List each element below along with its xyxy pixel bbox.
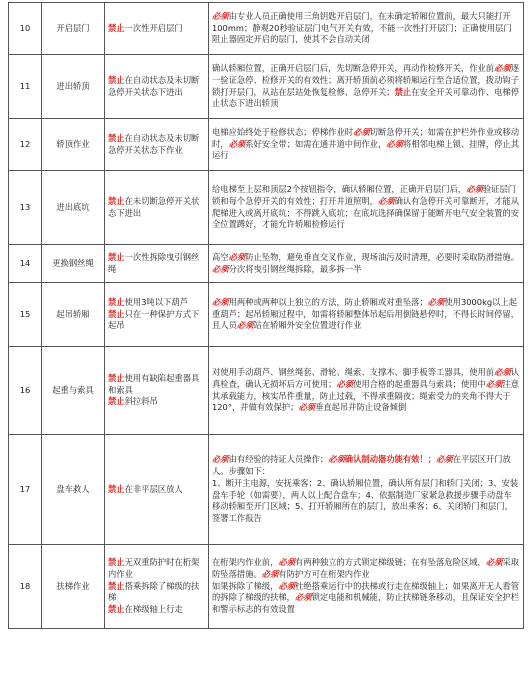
prohibition-cell [105,245,209,283]
red-keyword: 必须 [485,378,503,389]
prohibition-cell [105,171,209,245]
text-segment: 电梯应始终处于检修状态；停梯作业时 [212,126,354,137]
prohibition-cell [105,119,209,171]
red-keyword: 确认制动器功能有效！； [344,454,437,465]
requirement-cell [209,119,524,171]
red-keyword: 必须 [427,296,445,307]
operation-name: 开启层门 [42,3,105,55]
red-keyword: 必须 [212,10,229,21]
table-row [9,119,524,171]
red-keyword: 禁止 [108,396,125,407]
text-segment: 使用有缺陷起重器具和索具 [108,372,200,395]
text-segment: 切断急停开关；如需在护栏外作业或移动时， [212,126,520,149]
operation-name: 起重与索具 [42,347,105,435]
text-segment: 使用合格的起重器具与索具；使用中 [353,378,486,389]
text-segment: 认真检查，确认无损坏后方可使用； [212,366,520,389]
red-keyword: 必须 [466,183,483,194]
text-segment: 在自动状态及未切断急停开关状态下进出 [108,74,200,97]
text-segment: 一次性开启层门 [124,22,183,33]
red-keyword: 必须 [494,62,511,73]
red-keyword: 禁止 [108,251,125,262]
prohibition-cell [105,3,209,55]
red-keyword: 必须 [278,557,295,567]
text-segment: 如果拆除了梯级， [212,580,279,591]
row-number: 14 [9,245,42,283]
red-keyword: 必须 [436,454,453,465]
text-segment: 在非平层区放人 [124,483,183,494]
row-number: 10 [9,3,42,55]
prohibition-cell [105,435,209,545]
text-segment: 确认轿厢位置，正确开启层门后，先切断急停开关，再动作检修开关，作业前 [212,62,495,73]
table-row [9,55,524,119]
requirement-cell [209,283,524,347]
red-keyword: 必须 [377,195,395,206]
text-segment: 使用3000kg以上起重葫芦；起吊轿厢过程中，如需将轿厢整体吊起后用倒链悬停时，不得长时间停留，且人员 [212,296,519,331]
text-segment: 站在轿厢外安全位置进行作业 [253,320,362,331]
red-keyword: 必须 [353,126,370,137]
table-row [9,347,524,435]
red-keyword: 禁止 [108,296,125,307]
text-segment: 无双重防护时在桁架内作业 [108,557,200,579]
table-row [9,435,524,545]
red-keyword: 禁止 [108,308,125,319]
red-keyword: 必须 [228,138,246,149]
red-keyword: 禁止 [108,195,125,206]
requirement-cell [209,545,524,629]
text-segment: 将相邻电梯上锁、挂牌，停止其运行 [212,138,520,161]
prohibition-cell [105,55,209,119]
red-keyword: 禁止 [108,74,125,85]
text-segment: 在安全开关可靠动作、电梯停止状态下进出轿顶 [212,86,520,109]
row-number: 12 [9,119,42,171]
text-segment: 有两种独立的方式锁定梯级链；在有坠落危险区域， [295,557,486,567]
red-keyword: 禁止 [108,483,125,494]
row-number: 17 [9,435,42,545]
operation-name: 起吊轿厢 [42,283,105,347]
requirement-cell [209,55,524,119]
prohibition-cell [105,347,209,435]
text-segment: 使用3吨以下葫芦 [124,296,188,307]
operation-name: 轿顶作业 [42,119,105,171]
red-keyword: 必须 [494,366,511,377]
operation-name: 盘车救人 [42,435,105,545]
text-segment: 杜绝搭乘运行中的扶梯或行走在梯级轴上；如果离开无人看管的拆除了梯级的扶梯， [212,580,520,603]
red-keyword: 必须 [212,454,229,465]
red-keyword: 禁止 [108,132,125,143]
table-row [9,171,524,245]
red-keyword: 必须 [328,454,345,465]
text-segment: 给电梯至上层和顶层2个按钮指令，确认轿厢位置，正确开启层门后， [212,183,467,194]
red-keyword: 必须 [298,402,315,413]
red-keyword: 必须 [294,592,312,603]
row-number: 11 [9,55,42,119]
text-segment: 采取防坠落措施。 [212,557,520,579]
row-number: 15 [9,283,42,347]
text-segment: 在自动状态及未切断急停开关状态下作业 [108,132,200,155]
table-row [9,3,524,55]
text-segment: 在平层区开门放人。步骤如下： [212,454,511,476]
red-keyword: 必须 [485,557,503,567]
red-keyword: 必须 [386,138,403,149]
text-segment: 斜拉斜吊 [124,396,158,407]
text-segment: 逐一验证急停、检修开关的有效性；离开轿顶前必须将轿厢运行至合适位置，拨动钩子锁打开层门，从站在层站处恢复检修、急停开关； [212,62,520,97]
safety-rules-table [8,2,524,629]
text-segment: 1、断开主电源，安抚乘客；2、确认轿厢位置，确认所有层门和轿门关闭；3、安装盘车手轮（如需要），两人以上配合盘车；4、依据制造厂家紧急救援步骤手动盘车移动轿厢至开门区域；5、打开轿厢所在的层门，放出乘客；6、关闭轿门和层门，签署工作报告 [212,477,519,524]
requirement-cell [209,171,524,245]
text-segment: 一次性拆除曳引钢丝绳 [108,251,200,274]
table-row [9,283,524,347]
red-keyword: 必须 [236,320,254,331]
red-keyword: 禁止 [394,86,412,97]
requirement-cell [209,245,524,283]
red-keyword: 必须 [212,263,229,274]
table-row [9,245,524,283]
text-segment: 防止坠物，避免垂直交叉作业，现场油污及时清理，必要时采取防滑措施。 [245,251,520,262]
text-segment: 由有经验的持证人员操作； [228,454,329,465]
operation-name: 扶梯作业 [42,545,105,629]
operation-name: 进出轿顶 [42,55,105,119]
red-keyword: 禁止 [108,580,125,591]
text-segment: 对使用手动葫芦、钢丝绳套、滑轮、绳索、支撑木、脚手板等工器具，使用前 [212,366,495,377]
prohibition-cell [105,545,209,629]
text-segment: 高空 [212,251,229,262]
text-segment: 在未切断急停开关状态下进出 [108,195,200,218]
operation-name: 更换钢丝绳 [42,245,105,283]
row-number: 13 [9,171,42,245]
text-segment: 在桁架内作业前， [212,557,279,567]
red-keyword: 禁止 [108,557,125,567]
red-keyword: 禁止 [108,372,125,383]
text-segment: 在梯级轴上行走 [124,604,183,615]
text-segment: 只在一种保护方式下起吊 [108,308,200,331]
row-number: 16 [9,347,42,435]
red-keyword: 必须 [278,580,295,591]
text-segment: 验证层门锁和每个急停开关的有效性；打开井道照明， [212,183,517,206]
text-segment: 垂直起吊并防止设备倾倒 [314,402,407,413]
red-keyword: 必须 [228,251,246,262]
text-segment: 由专业人员正确使用三角钥匙开启层门，在未确定轿厢位置前，最大只能打开100mm；静观20秒验证层门电气开关有效，不能一次性打开层门；正确使用层门阻止器固定开启的层门，使其不会自动关闭 [212,10,512,45]
text-segment: 有防护方可在桁架内作业 [278,568,370,579]
red-keyword: 禁止 [108,22,125,33]
red-keyword: 禁止 [108,604,125,615]
text-segment: 确认有急停开关可靠断开，才能从爬梯进入或离开底坑；不得跳入底坑；在底坑选择确保留于能断开电气安全装置的安全位置蹲好，才能允许轿厢检修运行 [212,195,520,230]
text-segment: 搭乘拆除了梯级的扶梯 [108,580,200,603]
table-row [9,545,524,629]
prohibition-cell [105,283,209,347]
requirement-cell [209,347,524,435]
text-segment: 分次将曳引钢丝绳拆除，最多拆一半 [228,263,362,274]
red-keyword: 必须 [261,568,279,579]
red-keyword: 必须 [336,378,354,389]
text-segment: 用两种或两种以上独立的方法，防止轿厢或对重坠落； [228,296,428,307]
requirement-cell [209,3,524,55]
text-segment: 注意其承载能力，核实吊件重量，防止过载，不得承重隔夜；绳索受力的夹角不得大于120°，并做有效保护； [212,378,520,413]
operation-name: 进出底坑 [42,171,105,245]
row-number: 18 [9,545,42,629]
text-segment: 系好安全带；如需在通井道中间作业， [245,138,387,149]
red-keyword: 必须 [212,296,229,307]
requirement-cell [209,435,524,545]
text-segment: 锁定电能和机械能，防止扶梯链条移动，且保证安全护栏和警示标志的有效设置 [212,592,520,615]
